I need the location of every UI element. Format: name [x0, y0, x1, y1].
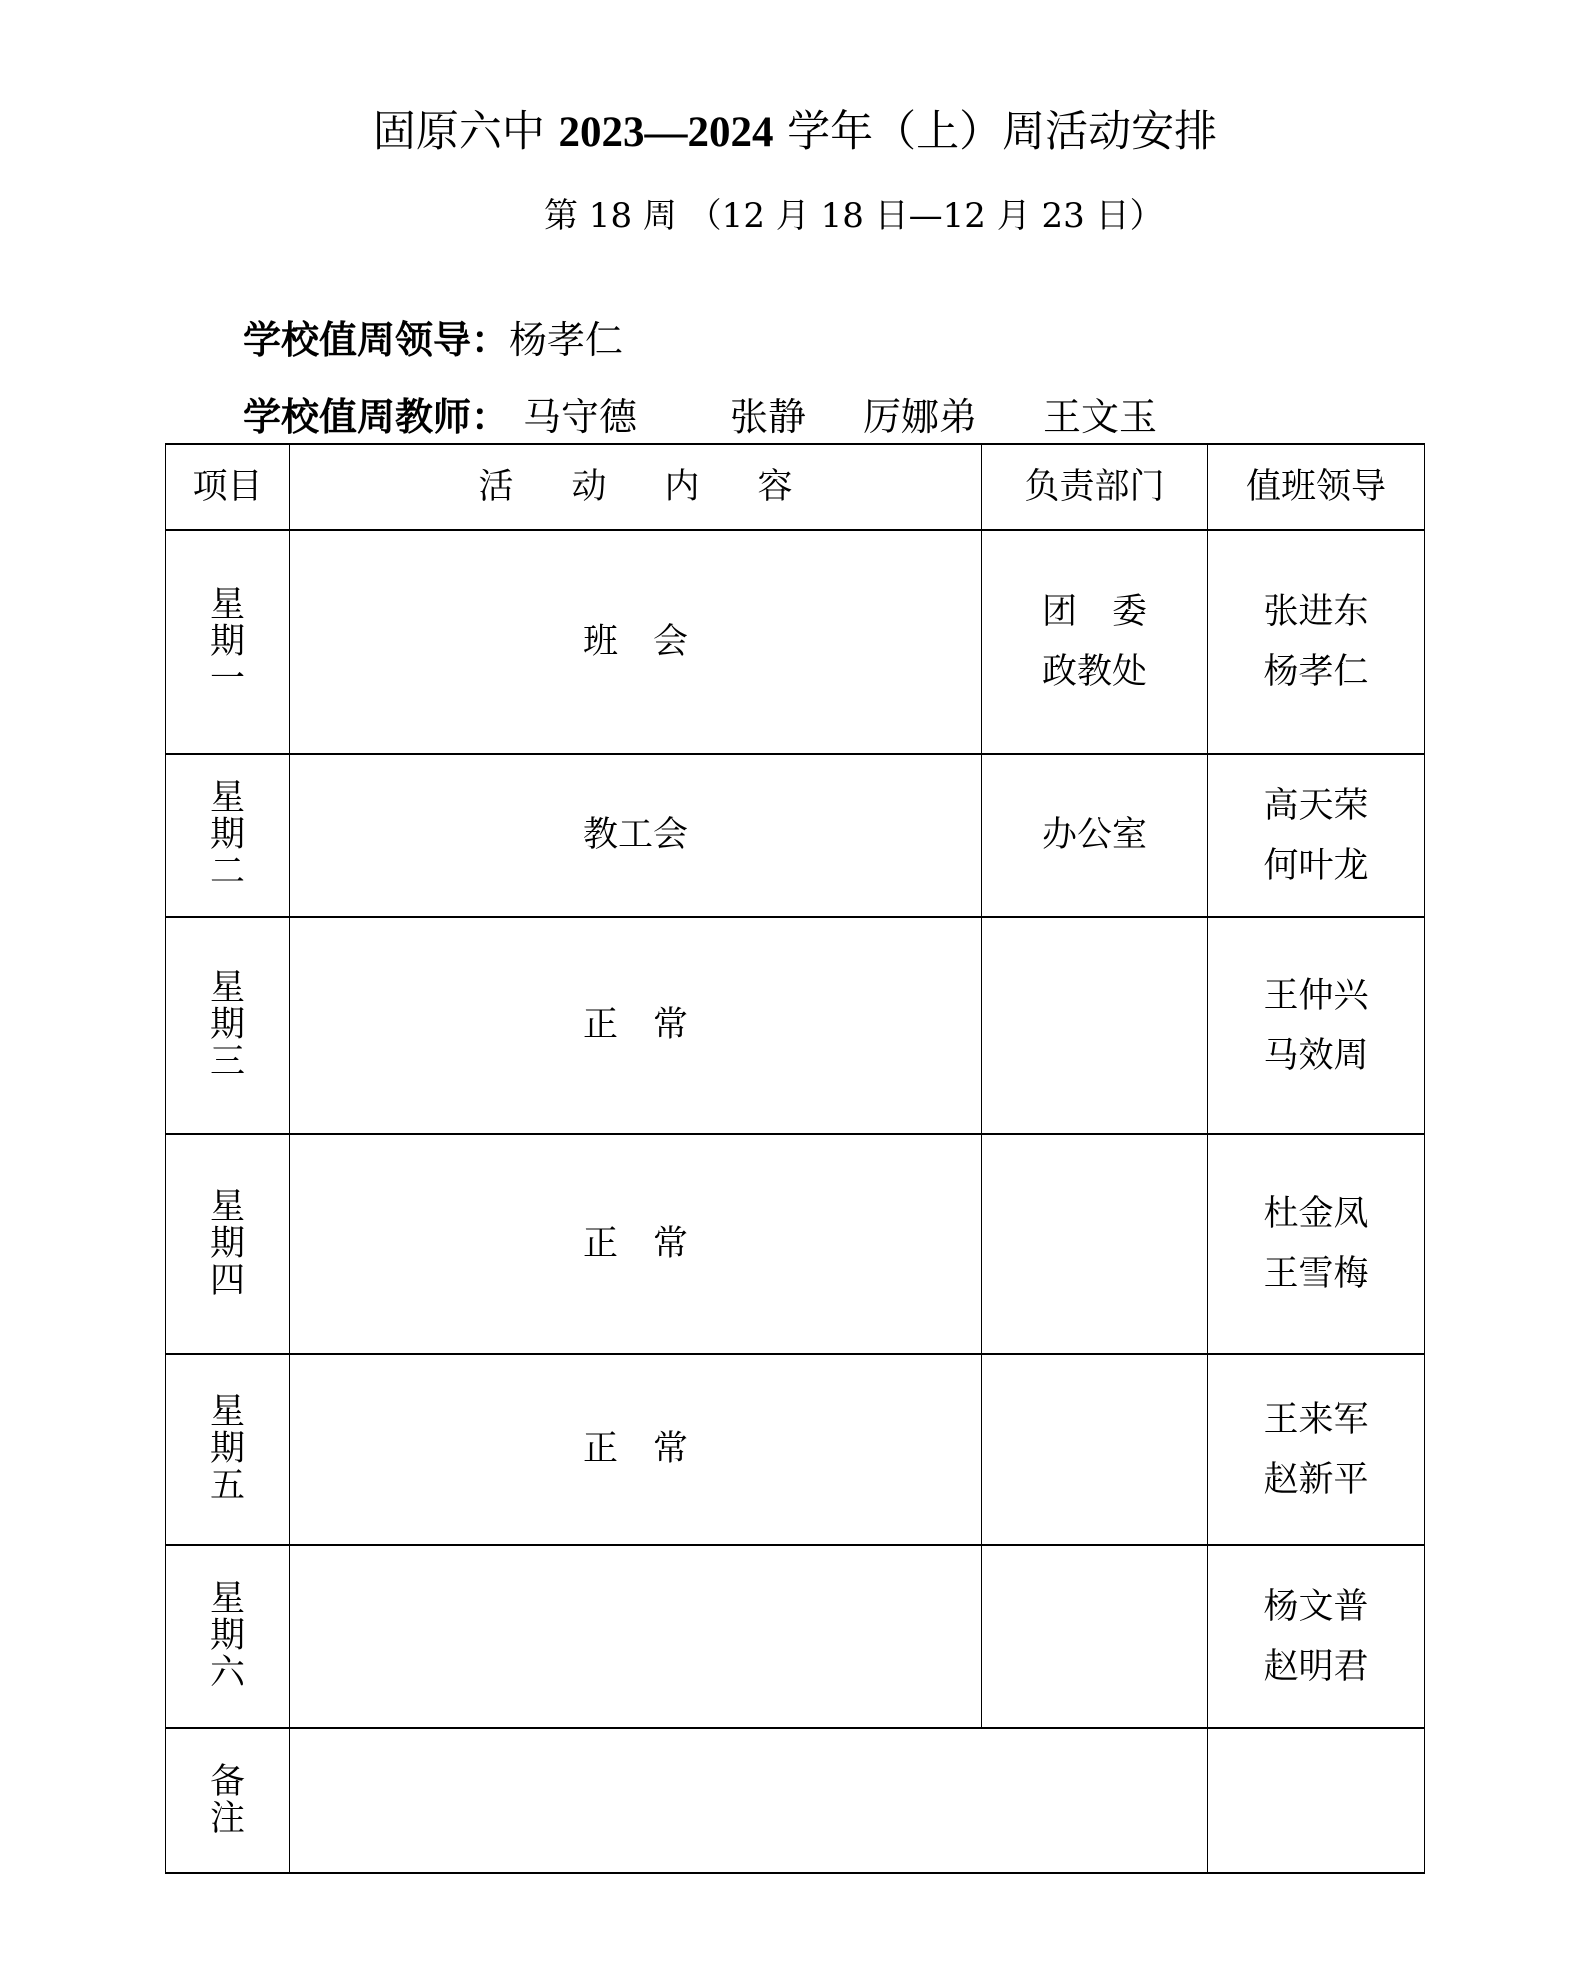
leader-name: 马效周 [1263, 1035, 1369, 1076]
activity-cell: 教工会 [290, 754, 982, 917]
department-cell: 办公室 [982, 754, 1208, 917]
leader-cell [1208, 530, 1425, 754]
duty-teacher-name: 张静 [730, 395, 807, 439]
leader-name: 杜金凤 [1263, 1194, 1369, 1234]
duty-teachers-line [243, 395, 1243, 439]
leader-cell [1208, 1134, 1425, 1354]
duty-leader-line [243, 318, 623, 362]
duty-leader-name: 杨孝仁 [509, 318, 624, 362]
table-row [166, 1134, 1425, 1354]
table-row [166, 917, 1425, 1134]
leader-name: 王雪梅 [1263, 1254, 1369, 1294]
duty-teacher-name: 王文玉 [1043, 395, 1158, 439]
department-cell [982, 917, 1208, 1134]
leader-name: 张进东 [1263, 592, 1369, 632]
day-cell [166, 1134, 290, 1354]
header-department: 负责部门 [982, 444, 1208, 530]
day-label: 星期二 [209, 778, 245, 892]
title-suffix: 学年（上）周活动安排 [773, 107, 1218, 157]
header-leader: 值班领导 [1208, 444, 1425, 530]
leader-cell [1208, 1545, 1425, 1728]
header-char: 活 [478, 466, 514, 507]
leader-name: 杨孝仁 [1263, 652, 1369, 692]
remarks-right-cell [1208, 1728, 1425, 1873]
leader-name: 王来军 [1263, 1399, 1369, 1440]
table-row [166, 1354, 1425, 1545]
leader-cell [1208, 1354, 1425, 1545]
leader-name: 赵明君 [1263, 1646, 1369, 1687]
page-title [0, 106, 1587, 159]
day-label: 星期三 [209, 968, 245, 1082]
activity-cell: 班 会 [290, 530, 982, 754]
duty-teachers-label: 学校值周教师： [243, 394, 510, 439]
week-subtitle: 第 18 周 （12 月 18 日—12 月 23 日） [544, 196, 1164, 236]
day-cell [166, 754, 290, 917]
table-row [166, 530, 1425, 754]
activity-cell: 正 常 [290, 1134, 982, 1354]
day-label: 星期四 [209, 1186, 245, 1301]
title-years: 2023—2024 [558, 109, 774, 156]
department-cell [982, 530, 1208, 754]
day-label: 星期一 [209, 584, 245, 699]
header-activity [290, 444, 982, 530]
title-prefix: 固原六中 [372, 107, 559, 157]
header-item: 项目 [166, 444, 290, 530]
remarks-label: 备注 [209, 1761, 245, 1839]
day-cell [166, 917, 290, 1134]
activity-cell [290, 1545, 982, 1728]
duty-teacher-name: 厉娜弟 [863, 395, 978, 439]
leader-name: 王仲兴 [1263, 975, 1369, 1016]
department-name: 团 委 [1041, 592, 1147, 632]
table-row [166, 1545, 1425, 1728]
department-cell [982, 1134, 1208, 1354]
duty-leader-label: 学校值周领导： [243, 317, 510, 362]
remarks-content-cell [290, 1728, 1208, 1873]
remarks-label-cell [166, 1728, 290, 1873]
table-row [166, 754, 1425, 917]
department-cell [982, 1545, 1208, 1728]
table-header-row [166, 444, 1425, 530]
department-cell [982, 1354, 1208, 1545]
day-cell [166, 530, 290, 754]
day-cell [166, 1354, 290, 1545]
day-label: 星期五 [209, 1392, 245, 1506]
remarks-row [166, 1728, 1425, 1873]
duty-teacher-name: 马守德 [523, 395, 638, 439]
schedule-table [165, 443, 1425, 1874]
department-name: 政教处 [1041, 652, 1147, 692]
leader-cell [1208, 917, 1425, 1134]
leader-name: 赵新平 [1263, 1459, 1369, 1500]
header-char: 容 [757, 466, 793, 507]
header-char: 动 [571, 466, 607, 507]
leader-name: 何叶龙 [1263, 845, 1369, 886]
header-char: 内 [664, 466, 700, 507]
leader-name: 杨文普 [1263, 1586, 1369, 1627]
leader-cell [1208, 754, 1425, 917]
day-cell [166, 1545, 290, 1728]
activity-cell: 正 常 [290, 1354, 982, 1545]
day-label: 星期六 [209, 1579, 245, 1693]
activity-cell: 正 常 [290, 917, 982, 1134]
leader-name: 高天荣 [1263, 785, 1369, 826]
